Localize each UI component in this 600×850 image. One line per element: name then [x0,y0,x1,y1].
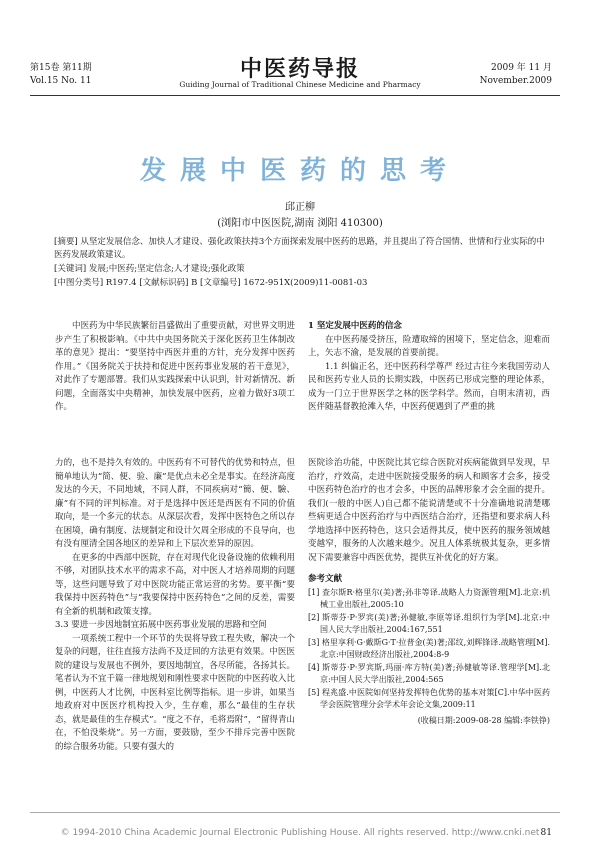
column-2-top [308,320,550,415]
column-1-top [55,320,295,415]
subsection-1-1: 1.1 纠偏正名，还中医药科学尊严 经过古往今来我国劳动人民和医药专业人员的长期实践，中医药已形成完整的理论体系，成为一门立于世界医学之林的医学科学。然而，自明末清初，西医伴随基督教抢滩入华，中医药便遇到了严重的挑 [308,361,550,412]
journal-date [480,62,552,88]
article-affiliation: (浏阳市中医医院,湖南 浏阳 410300) [217,218,383,229]
column-1-bottom [55,457,295,754]
reference-item: [5] 程兆盛.中医院如何坚持发挥特色优势的基本对策[C].中华中医药学会医院管理分会学术年会论文集,2009:11 [308,687,550,709]
journal-title: 中医药导报 [239,56,360,82]
volume-issue-en: Vol.15 No. 11 [30,76,92,86]
reference-item: [3] 格里享利·G·戴斯G·T·拉普金(美)著;邵纹,刘辉锋译.战略管理[M].北京:中国财政经济出版社,2004:8-9 [308,637,550,659]
reference-item: [1] 查尔斯R·格里尔(美)著;孙非等译.战略人力资源管理[M].北京:机械工业出版社,2005:10 [308,587,550,609]
classification: [中图分类号] R197.4 [文献标识码] B [文章编号] 1672-951X(2009)11-0081-03 [54,278,368,288]
section-1-paragraph: 在中医药屡受挤压，险遭取缔的困境下，坚定信念，迎难而上，矢志不渝，是发展的首要前提。 [308,334,550,358]
reference-item: [2] 斯蒂芬·P·罗宾(美)著;孙健敏,李原等译.组织行为学[M].北京:中国人民大学出版社,2004:167,551 [308,612,550,634]
reference-item: [4] 斯蒂芬·P·罗宾斯,玛丽·库方特(美)著;孙健敏等译.管理学[M].北京:中国人民大学出版社,2004:565 [308,662,550,684]
article-title: 发展中医药的思考 [139,156,460,186]
header-rule [30,95,560,96]
continued-paragraph-2: 医院诊治功能，中医院比其它综合医院对疾病能做到早发现，早治疗，疗效高，走进中医院接受服务的病人和顾客才会多，接受中医药特色治疗的也才会多，中医的品牌形象才会全面的提升。我们(一般的中医人)自己都不能说清楚或不十分准确地说清楚哪些病更适合中医药治疗与中西医结合治疗，还指望和要求病人科学地选择中医药特色，这只会适得其反，使中医药的服务领域越变越窄，服务的人次越来越少。况且人体系统极其复杂，更多情况下需要兼容中西医优势，提供互补优化的好方案。 [308,458,550,563]
date-cn: 2009 年 11 月 [491,63,552,73]
intro-paragraph: 中医药为中华民族繁衍昌盛做出了重要贡献，对世界文明进步产生了积极影响。《中共中央国务院关于深化医药卫生体制改革的意见》提出：“要坚持中西医并重的方针，充分发挥中医药作用。”《国务院关于扶持和促进中医药事业发展的若干意见》，对此作了专题部署。我们从实践探索中认识到，针对新情况、新问题，全面落实中央精神，加快发展中医药，应着力做好3项工作。 [55,321,295,412]
copyright-notice: © 1994-2010 China Academic Journal Electronic Publishing House. All rights reserved. http://www.cnki.net [60,828,540,838]
subsection-3-3-heading: 3.3 要进一步因地制宜拓展中医药事业发展的思路和空间 [55,620,267,630]
references-heading: 参考文献 [308,574,343,584]
keywords: [关键词] 发展;中医药;坚定信念;人才建设;强化政策 [54,264,245,274]
footer-rule [30,812,560,813]
continued-paragraph: 力的，也不是持久有效的。中医药有不可替代的优势和特点，但簡单地认为“简、便、验、廉”是优点未必全是事实。在经济高度发达的今天，不同地域，不同人群，不同疾病对“簡、便、驗、廉”有不同的评判标准。对于是选择中医还是西医有不同的价值取向，是一个多元的状态。从深层次看，发挥中医特色之所以存在困境，确有制度、法规制定和设计欠周全形成的不良导向，也有没有厘清全国各地区的差异和上下层次差异的原因。 [55,458,295,549]
column-2-bottom [308,457,550,727]
paragraph-midwest-hospitals: 在更多的中西部中医院，存在对现代化设备设施的依赖利用不够，对团队技术水平的需求不高，对中医人才培养周期的问题等，这些问题导致了对中医院功能正常运营的劣势。要平衡“要我保持中医药特色”与“我要保持中医药特色”之间的反差，需要有全新的机制和政策支撑。 [55,552,295,617]
paragraph-system-engineering: 一项系统工程中一个环节的失误将导致工程失败，解决一个复杂的问题，往往直接方法尚不及迂回的方法更有效果。中医医院的建设与发展也不例外，要因地制宜，各尽所能，各扬其长。笔者认为不宜千篇一律地规划和刚性要求中医院的中医药收入比例，中医药人才比例，中医科室比例等指标。退一步讲，如果当地政府对中医医疗机构投入少，生存难，那么“最佳的生存状态，就是最佳的生存模式”。“度之不存，毛将焉附”，“留得青山在，不怕没柴烧”。另一方面，要鼓励，至少不排斥完善中医院的综合服务功能。只要有强大的 [55,633,295,752]
article-author: 邱正柳 [285,202,315,213]
journal-subtitle: Guiding Journal of Traditional Chinese Medicine and Pharmacy [179,80,421,89]
section-1-heading: 1 坚定发展中医药的信念 [308,321,402,331]
received-date: (收稿日期:2009-08-28 编辑:李铁铮) [417,715,550,725]
volume-issue-cn: 第15卷 第11期 [30,63,92,73]
abstract: [摘要] 从坚定发展信念、加快人才建设、强化政策扶持3个方面探索发展中医药的思路，并且提出了符合国情、世情和行业实际的中医药发展政策建议。 [54,237,545,260]
abstract-block [54,236,550,290]
page-number: 81 [540,828,552,838]
date-en: November.2009 [479,76,552,86]
